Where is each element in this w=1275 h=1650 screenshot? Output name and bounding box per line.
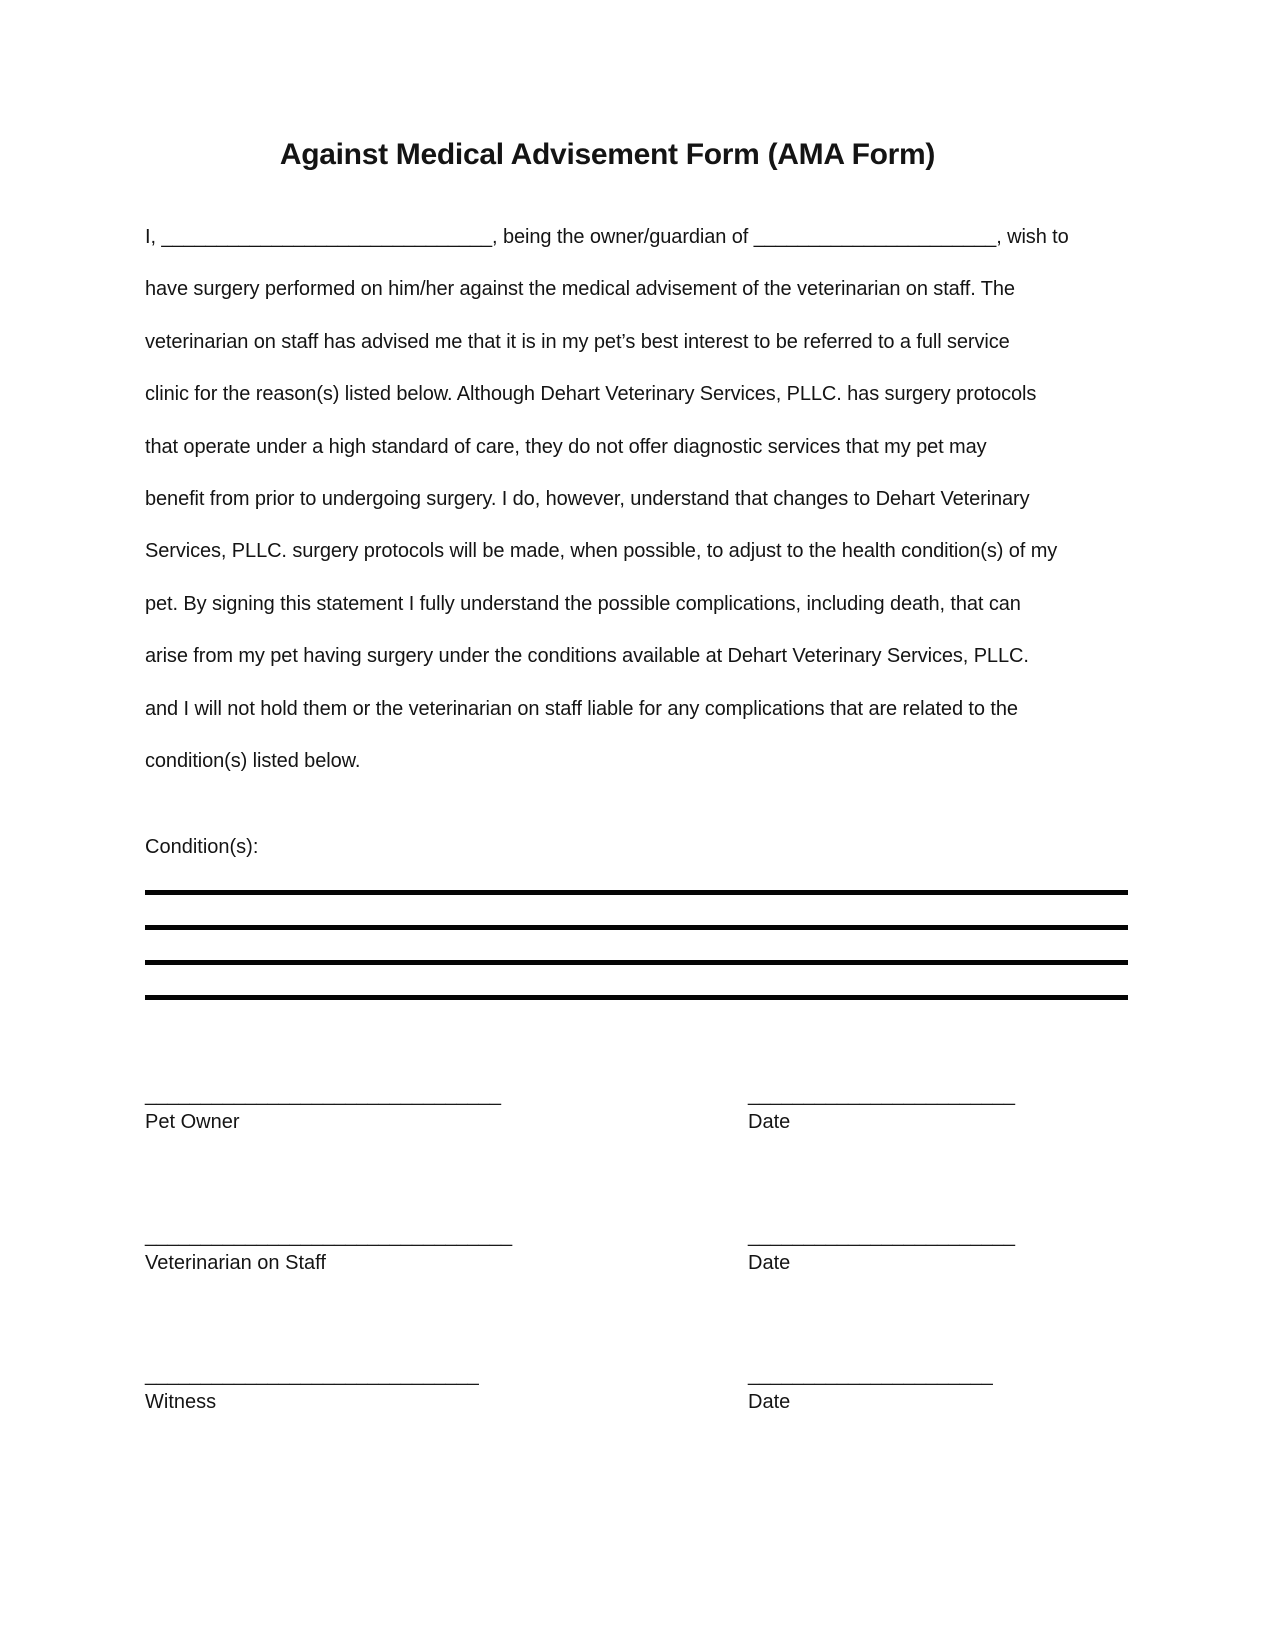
witness-date-label: Date [748, 1391, 791, 1413]
veterinarian-label: Veterinarian on Staff [145, 1252, 326, 1274]
signature-row-pet-owner [145, 1083, 1128, 1153]
witness-date-block [748, 1363, 993, 1414]
body-paragraph [145, 211, 1145, 787]
signature-row-veterinarian [145, 1224, 1128, 1294]
body-line: arise from my pet having surgery under the conditions available at Dehart Veterinary Services, PLLC. [145, 645, 1029, 668]
condition-blank-line [145, 995, 1128, 1000]
veterinarian-signature-block [145, 1224, 512, 1275]
veterinarian-signature-line: _________________________________ [145, 1225, 513, 1247]
body-line: veterinarian on staff has advised me that it is in my pet’s best interest to be referred to a full service [145, 330, 1010, 353]
pet-owner-signature-line: ________________________________ [145, 1084, 501, 1106]
body-line: condition(s) listed below. [145, 750, 361, 773]
pet-owner-label: Pet Owner [145, 1111, 240, 1133]
witness-label: Witness [145, 1391, 217, 1413]
witness-signature-line: ______________________________ [145, 1364, 479, 1386]
signature-row-witness [145, 1363, 1128, 1433]
body-line: pet. By signing this statement I fully understand the possible complications, including death, that can [145, 592, 1021, 615]
page-title: Against Medical Advisement Form (AMA Form) [279, 138, 936, 171]
condition-blank-line [145, 960, 1128, 965]
pet-owner-signature-block [145, 1083, 501, 1134]
veterinarian-date-label: Date [748, 1252, 791, 1274]
body-line: have surgery performed on him/her against the medical advisement of the veterinarian on staff. The [145, 278, 1015, 301]
body-line: and I will not hold them or the veterinarian on staff liable for any complications that are related to the [145, 697, 1018, 720]
body-line: clinic for the reason(s) listed below. Although Dehart Veterinary Services, PLLC. has surgery protocols [145, 383, 1037, 406]
conditions-label: Condition(s): [145, 836, 259, 858]
body-line: that operate under a high standard of care, they do not offer diagnostic services that my pet may [145, 435, 987, 458]
pet-owner-date-block [748, 1083, 1015, 1134]
body-line: I, ______________________________, being the owner/guardian of ______________________, wish to [145, 226, 1069, 248]
body-line: Services, PLLC. surgery protocols will be made, when possible, to adjust to the health condition(s) of my [145, 540, 1058, 563]
pet-owner-date-line: ________________________ [748, 1084, 1015, 1106]
witness-signature-block [145, 1363, 479, 1414]
witness-date-line: ______________________ [748, 1364, 993, 1386]
body-line: benefit from prior to undergoing surgery. I do, however, understand that changes to Dehart Veterinary [145, 488, 1030, 511]
condition-blank-line [145, 890, 1128, 895]
condition-blank-line [145, 925, 1128, 930]
veterinarian-date-block [748, 1224, 1015, 1275]
pet-owner-date-label: Date [748, 1111, 791, 1133]
veterinarian-date-line: ________________________ [748, 1225, 1015, 1247]
